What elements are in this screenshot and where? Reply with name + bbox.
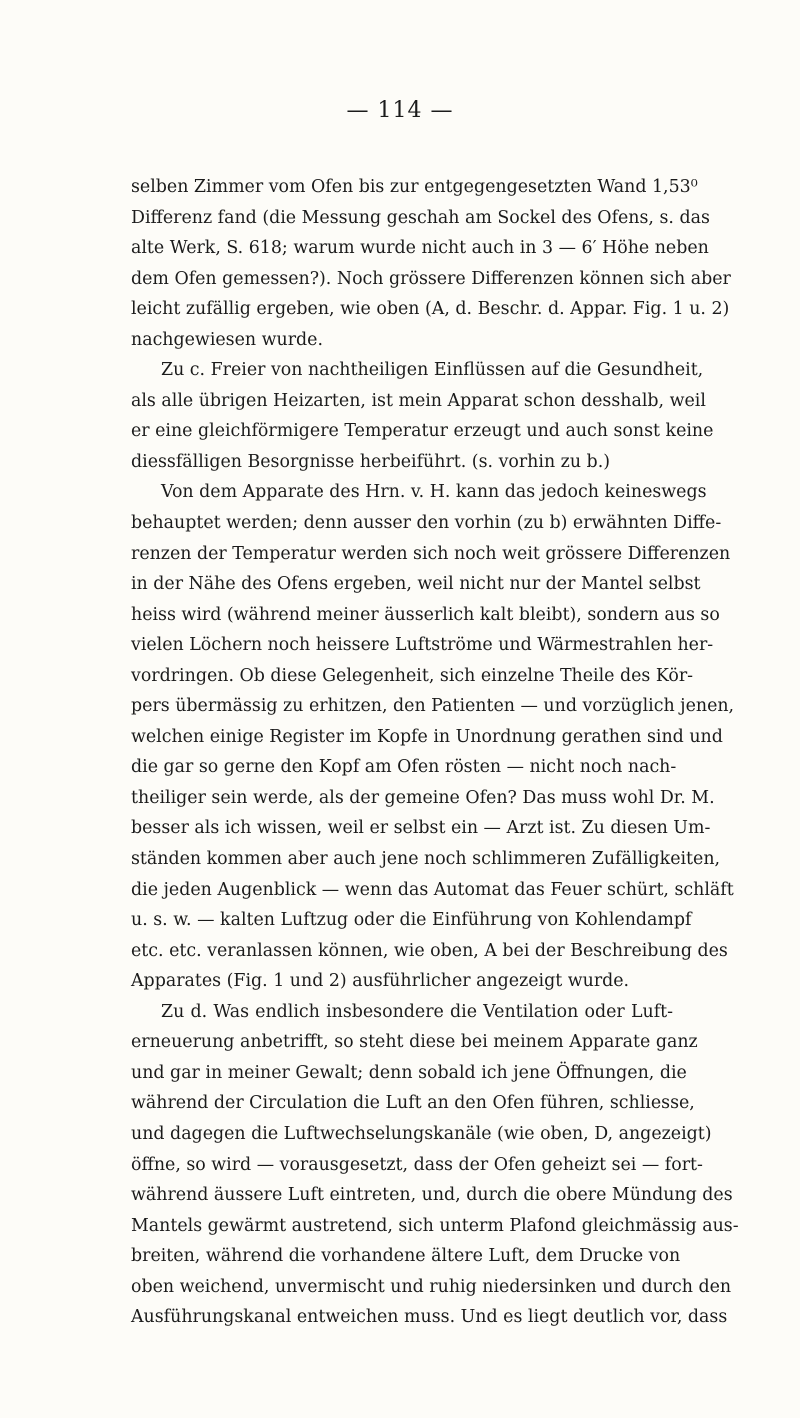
text-line: theiliger sein werde, als der gemeine Ofen? Das muss wohl Dr. M. bbox=[131, 787, 715, 808]
text-line: oben weichend, unvermischt und ruhig niedersinken und durch den bbox=[131, 1276, 732, 1297]
text-line: die jeden Augenblick — wenn das Automat das Feuer schürt, schläft bbox=[131, 879, 734, 900]
text-line: während äussere Luft eintreten, und, durch die obere Mündung des bbox=[131, 1185, 733, 1206]
text-line: und gar in meiner Gewalt; denn sobald ich jene Öffnungen, die bbox=[131, 1062, 687, 1083]
text-line: etc. etc. veranlassen können, wie oben, A bei der Beschreibung des bbox=[131, 940, 728, 961]
text-line: diessfälligen Besorgnisse herbeiführt. (s. vorhin zu b.) bbox=[131, 451, 611, 472]
text-line: Differenz fand (die Messung geschah am Sockel des Ofens, s. das bbox=[131, 207, 710, 228]
text-line: besser als ich wissen, weil er selbst ein — Arzt ist. Zu diesen Um- bbox=[131, 818, 711, 839]
text-line: pers übermässig zu erhitzen, den Patienten — und vorzüglich jenen, bbox=[131, 696, 735, 717]
text-line: Apparates (Fig. 1 und 2) ausführlicher angezeigt wurde. bbox=[131, 971, 630, 992]
text-line: nachgewiesen wurde. bbox=[131, 329, 323, 350]
text-line: ständen kommen aber auch jene noch schlimmeren Zufälligkeiten, bbox=[131, 849, 721, 870]
text-line: alte Werk, S. 618; warum wurde nicht auch in 3 — 6′ Höhe neben bbox=[131, 238, 709, 259]
text-line: welchen einige Register im Kopfe in Unordnung gerathen sind und bbox=[131, 726, 723, 747]
text-line: Zu d. Was endlich insbesondere die Ventilation oder Luft- bbox=[161, 1001, 673, 1022]
text-line: in der Nähe des Ofens ergeben, weil nicht nur der Mantel selbst bbox=[131, 574, 701, 595]
text-line: behauptet werden; denn ausser den vorhin (zu b) erwähnten Diffe- bbox=[131, 513, 722, 534]
text-line: öffne, so wird — vorausgesetzt, dass der Ofen geheizt sei — fort- bbox=[131, 1154, 703, 1175]
text-line: Mantels gewärmt austretend, sich unterm Plafond gleichmässig aus- bbox=[131, 1215, 739, 1236]
text-line: heiss wird (während meiner äusserlich kalt bleibt), sondern aus so bbox=[131, 604, 720, 625]
text-line: renzen der Temperatur werden sich noch weit grössere Differenzen bbox=[131, 543, 731, 564]
text-line: leicht zufällig ergeben, wie oben (A, d. Beschr. d. Appar. Fig. 1 u. 2) bbox=[131, 299, 730, 320]
text-line: Ausführungskanal entweichen muss. Und es liegt deutlich vor, dass bbox=[131, 1307, 728, 1328]
text-line: und dagegen die Luftwechselungskanäle (wie oben, D, angezeigt) bbox=[131, 1123, 712, 1144]
text-line: Von dem Apparate des Hrn. v. H. kann das jedoch keineswegs bbox=[161, 482, 707, 503]
text-line: erneuerung anbetrifft, so steht diese bei meinem Apparate ganz bbox=[131, 1032, 698, 1053]
text-line: die gar so gerne den Kopf am Ofen rösten — nicht noch nach- bbox=[131, 757, 677, 778]
text-line: vordringen. Ob diese Gelegenheit, sich einzelne Theile des Kör- bbox=[131, 665, 694, 686]
text-line: vielen Löchern noch heissere Luftströme und Wärmestrahlen her- bbox=[131, 635, 714, 656]
text-line: Zu c. Freier von nachtheiligen Einflüssen auf die Gesundheit, bbox=[161, 360, 704, 381]
text-line: dem Ofen gemessen?). Noch grössere Differenzen können sich aber bbox=[131, 268, 731, 289]
text-line: u. s. w. — kalten Luftzug oder die Einführung von Kohlendampf bbox=[131, 910, 692, 931]
text-line: er eine gleichförmigere Temperatur erzeugt und auch sonst keine bbox=[131, 421, 714, 442]
text-line: selben Zimmer vom Ofen bis zur entgegengesetzten Wand 1,53⁰ bbox=[131, 177, 698, 197]
body-text bbox=[131, 172, 739, 1333]
text-line: breiten, während die vorhandene ältere Luft, dem Drucke von bbox=[131, 1246, 681, 1267]
page-number: — 114 — bbox=[346, 98, 454, 123]
text-line: während der Circulation die Luft an den Ofen führen, schliesse, bbox=[131, 1093, 695, 1114]
text-line: als alle übrigen Heizarten, ist mein Apparat schon desshalb, weil bbox=[131, 390, 706, 411]
